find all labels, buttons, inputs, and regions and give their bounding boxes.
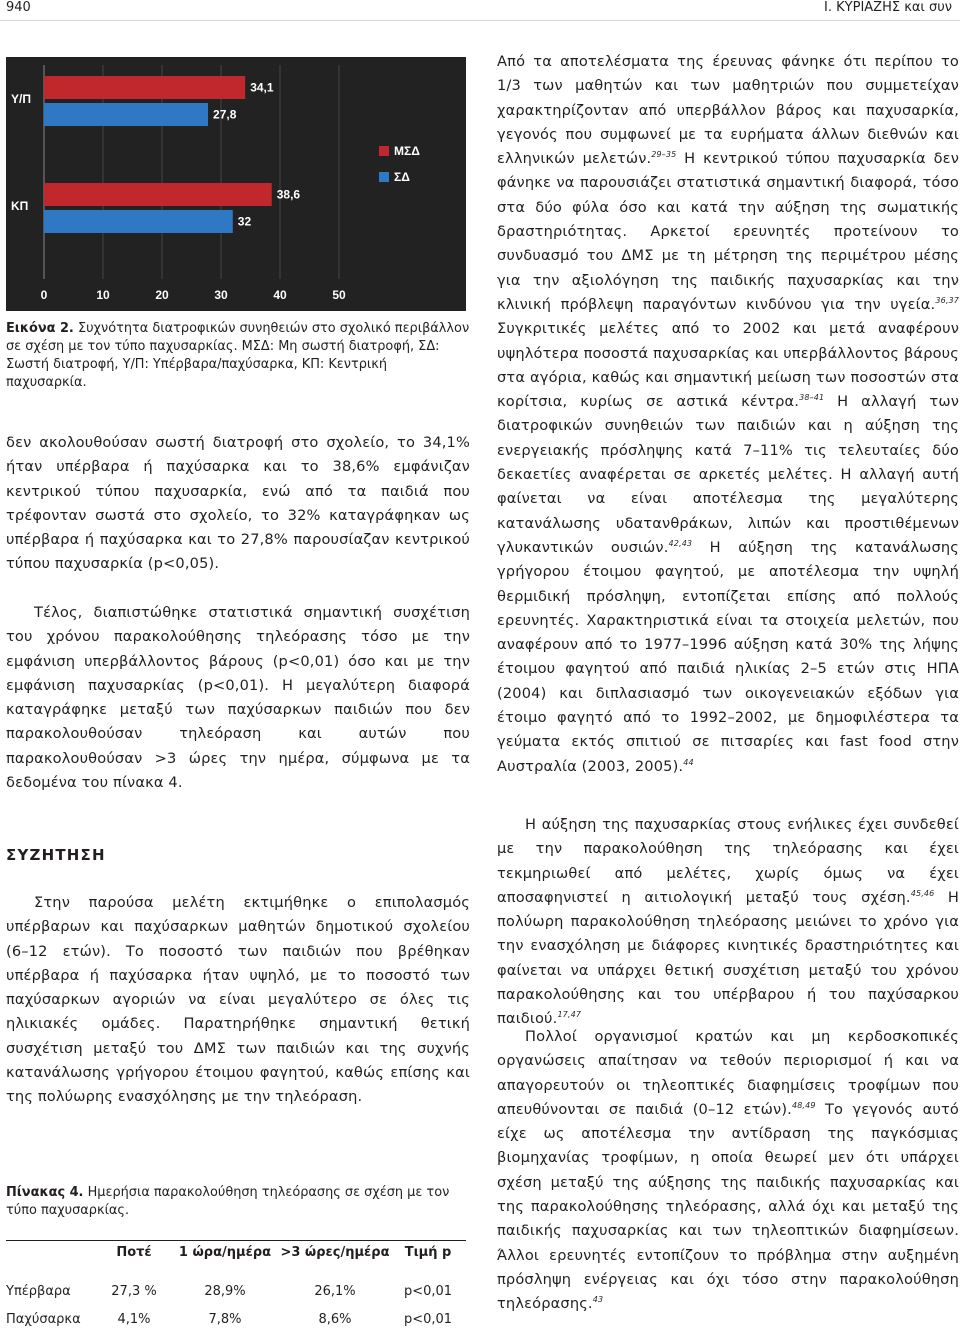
reference-superscript: 36,37 [935,296,959,306]
text-run: Η πολύωρη παρακολούθηση τηλεόρασης μειώνει το χρόνο για την ενασχόληση με διάφορες κινητικές δραστηριότητες και φαίνεται να υπάρχει θετική συσχέτιση μεταξύ του χρόνου παρακολούθησης και του υπέρβαρου ή του παχύσαρκου παιδιού. [497,888,959,1028]
table-cell: 8,6% [318,1311,352,1327]
table-cell: 26,1% [314,1283,356,1299]
text-run: Η αύξηση της κατανάλωσης γρήγορου έτοιμου φαγητού, με αποτέλεσμα την υψηλή θερμιδική πρόσληψη, εντοπίζεται επίσης από πολλούς ερευνητές. Χαρακτηριστικά είναι τα στοιχεία μελετών, που αναφέρουν από το 1977–1996 αύξηση κατά 30% της λήψης έτοιμου φαγητού από παιδιά ηλικίας 2–5 ετών στις ΗΠΑ (2004) και διπλασιασμό των οικογενειακών εξόδων για έτοιμο φαγητό από το 1992–2002, με δημοφιλέστερα τα γεύματα εκτός σπιτιού σε πιτσαρίες και fast food στην Αυστραλία (2003, 2005). [497,538,959,775]
header-divider [0,20,960,21]
reference-superscript: 38–41 [799,393,825,403]
text-run: Πολλοί οργανισμοί κρατών και μη κερδοσκοπικές οργανώσεις απαίτησαν να τεθούν περιορισμοί ή και να απαγορευτούν οι τηλεοπτικές διαφημίσεις τροφίμων που απευθύνονται σε παιδιά (0–12 ετών). [497,1028,959,1118]
reference-superscript: 42,43 [668,539,693,549]
table-cell: Υπέρβαρα [6,1283,71,1299]
table-caption-label: Πίνακας 4. [6,1185,84,1200]
left-paragraph-1: δεν ακολουθούσαν σωστή διατροφή στο σχολείο, το 34,1% ήταν υπέρβαρα ή παχύσαρκα και το 38,6% εμφάνιζαν κεντρικού τύπου παχυσαρκία, ενώ από τα παιδιά που τρέφονταν σωστά στο σχολείο, το 32% καταγράφηκαν ως υπέρβαρα ή παχύσαρκα και το 27,8% παρουσίαζαν κεντρικού τύπου παχυσαρκία (p<0,05). [6,434,470,573]
table-header-cell: >3 ώρες/ημέρα [280,1241,390,1264]
section-title-discussion: ΣΥΖΗΤΗΣΗ [6,846,106,864]
table-caption [6,1184,470,1220]
table-header-cell: Ποτέ [98,1241,170,1264]
reference-superscript: 44 [683,757,694,767]
figure-caption-label: Εικόνα 2. [6,321,74,336]
text-run: Η κεντρικού τύπου παχυσαρκία δεν φάνηκε να παρουσιάζει στατιστικά σημαντική διαφορά, τόσο στα δύο φύλα όσο και κατά την αύξηση της σωματικής δραστηριότητας. Αρκετοί ερευνητές προτείνουν το συνδυασμό του ΔΜΣ με τη μέτρηση της περιμέτρου μέσης για την αξιολόγηση της παιδικής παχυσαρκίας και την κλινική πρόβλεψη παραγόντων κινδύνου για την υγεία. [497,150,959,313]
x-tick-label: 0 [40,288,48,302]
bar-ΜΣΔ [44,76,245,99]
right-paragraph-3 [497,1025,959,1317]
page-number: 940 [6,0,31,15]
legend-swatch [379,146,389,156]
reference-superscript: 29–35 [651,150,677,160]
bar-chart [6,57,466,311]
table-header-cell: Τιμή p [390,1241,466,1264]
x-tick-label: 50 [332,288,346,302]
table-cell: Παχύσαρκα [6,1311,81,1327]
table-cell: 4,1% [117,1311,151,1327]
figure-caption [6,320,470,392]
bar-ΜΣΔ [44,183,272,206]
bar-value-label: 32 [237,214,252,229]
table-row [6,1305,466,1333]
table-header-row [6,1241,466,1264]
legend-label: ΜΣΔ [394,144,420,158]
reference-superscript: 45,46 [910,889,935,899]
legend-swatch [379,172,389,182]
y-category-label: Υ/Π [11,92,32,106]
x-tick-label: 10 [96,288,110,302]
reference-superscript: 43 [592,1295,604,1305]
x-tick-label: 40 [273,288,287,302]
bar-ΣΔ [44,103,208,126]
text-run: Η αύξηση της παχυσαρκίας στους ενήλικες έχει συνδεθεί με την παρακολούθηση της τηλεόρασης και έχει τεκμηριωθεί από μελέτες, χωρίς όμως να έχει αποσαφηνιστεί η αιτιολογική μεταξύ τους σχέση. [497,816,959,906]
text-run: Η αλλαγή των διατροφικών συνηθειών των παιδιών και η αύξηση της ενεργειακής πρόσληψης κατά 7–11% τις τελευταίες δύο δεκαετίες αναφέρεται σε αρκετές μελέτες. Η αλλαγή αυτή φαίνεται να είναι αποτέλεσμα της μεγαλύτερης κατανάλωσης υδατανθράκων, λιπών και προστιθέμενων γλυκαντικών ουσιών. [497,393,959,556]
text-run: Το γεγονός αυτό είχε ως αποτέλεσμα την αντίδραση της παγκόσμιας βιομηχανίας τροφίμων, η οποία θεωρεί μεν ότι υπάρχει σχέση μεταξύ της αύξησης της παιδικής παχυσαρκίας και της παρακολούθησης τηλεόρασης, αλλά όχι και μεταξύ της παιδικής παχυσαρκίας και των τηλεοπτικών διαφημίσεων. Άλλοι ερευνητές εντοπίζουν το πρόβλημα στην αυξημένη πρόσληψη ενέργειας και όχι τόσο στην παρακολούθηση τηλεόρασης. [497,1100,959,1313]
left-paragraph-2: Τέλος, διαπιστώθηκε στατιστικά σημαντική συσχέτιση του χρόνου παρακολούθησης τηλεόρασης τόσο με την εμφάνιση υπερβάλλοντος βάρους (p<0,01) όσο και με την εμφάνιση παχυσαρκίας (p<0,01). Η μεγαλύτερη διαφορά καταγράφηκε μεταξύ των παχύσαρκων παιδιών που δεν παρακολουθούσαν τηλεόραση και αυτών που παρακολουθούσαν >3 ώρες την ημέρα, σύμφωνα με τα δεδομένα του πίνακα 4. [6,604,470,792]
reference-superscript: 48,49 [791,1101,816,1111]
table-header-cell [6,1241,98,1264]
text-run: Από τα αποτελέσματα της έρευνας φάνηκε ότι περίπου το 1/3 των μαθητών και των μαθητριών που συμμετείχαν χαρακτηρίζονταν από υπερβάλλον βάρος και παχυσαρκία, γεγονός που συμφωνεί με τα ευρήματα άλλων διεθνών και ελληνικών μελετών. [497,53,959,168]
figure-caption-text: Συχνότητα διατροφικών συνηθειών στο σχολικό περιβάλλον σε σχέση με τον τύπο παχυσαρκίας. ΜΣΔ: Μη σωστή διατροφή, ΣΔ: Σωστή διατροφή, Υ/Π: Υπέρβαρα/παχύσαρκα, ΚΠ: Κεντρική παχυσαρκία. [6,321,470,390]
table-header-cell: 1 ώρα/ημέρα [170,1241,280,1264]
bar-value-label: 34,1 [250,80,274,95]
legend-label: ΣΔ [394,170,410,184]
table-cell: 7,8% [208,1311,242,1327]
right-paragraph-1 [497,50,959,779]
table-cell: 28,9% [204,1283,246,1299]
right-paragraph-2 [497,813,959,1032]
table-cell: 27,3 % [111,1283,157,1299]
table-4 [6,1240,466,1333]
bar-value-label: 27,8 [213,107,237,122]
x-tick-label: 20 [155,288,169,302]
table-cell: p<0,01 [403,1311,453,1327]
bar-ΣΔ [44,210,233,233]
running-title: Ι. ΚΥΡΙΑΖΗΣ και συν [824,0,952,15]
figure-2 [6,57,466,311]
table-cell: p<0,01 [403,1283,453,1299]
bar-value-label: 38,6 [276,187,301,202]
reference-superscript: 17,47 [557,1010,582,1020]
table-caption-text: Ημερήσια παρακολούθηση τηλεόρασης σε σχέση με τον τύπο παχυσαρκίας. [6,1185,450,1218]
text-run: Συγκριτικές μελέτες από το 2002 και μετά αναφέρουν υψηλότερα ποσοστά παχυσαρκίας και υπερβάλλοντος βάρους στα αγόρια, καθώς και σημαντική μείωση των ποσοστών στα κορίτσια, κυρίως σε αστικά κέντρα. [497,320,959,411]
x-tick-label: 30 [214,288,228,302]
table-row [6,1263,466,1305]
y-category-label: ΚΠ [11,199,29,213]
left-paragraph-3: Στην παρούσα μελέτη εκτιμήθηκε ο επιπολασμός υπέρβαρων και παχύσαρκων μαθητών δημοτικού σχολείου (6–12 ετών). Το ποσοστό των παιδιών που βρέθηκαν υπέρβαρα ή παχύσαρκα ήταν υψηλό, με το ποσοστό των παχύσαρκων αγοριών να είναι μεγαλύτερο σε όλες τις ηλικιακές ομάδες. Παρατηρήθηκε σημαντική θετική συσχέτιση μεταξύ του ΔΜΣ των παιδιών και της συχνής κατανάλωσης γρήγορου έτοιμου φαγητού, καθώς επίσης και της πολύωρης ενασχόλησης με την τηλεόραση. [6,894,470,1106]
